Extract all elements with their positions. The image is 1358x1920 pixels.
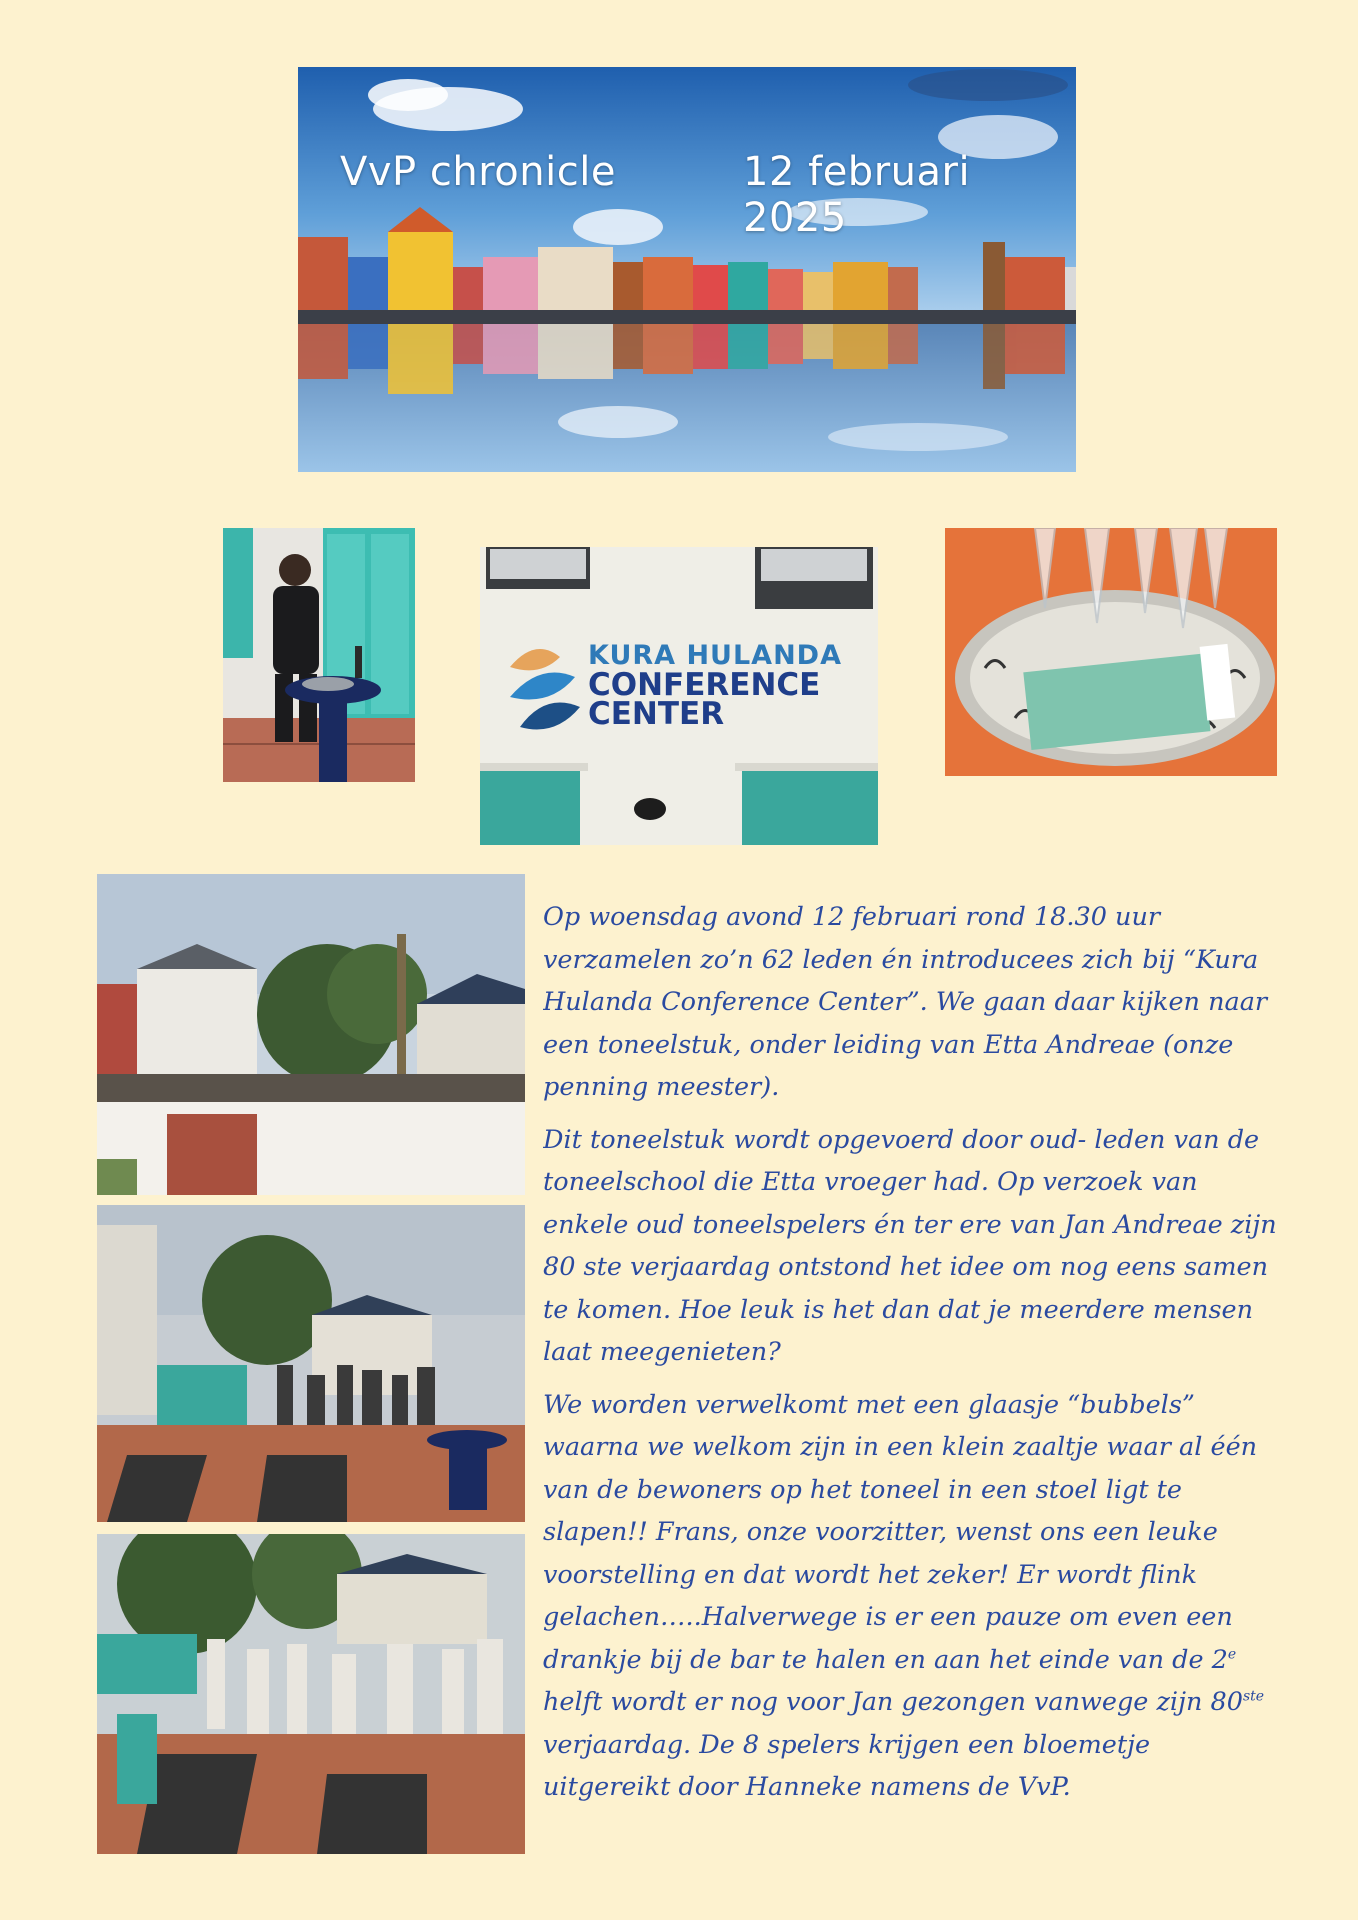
superscript-ste: ste — [1242, 1688, 1265, 1705]
article-paragraph-3-part-c: verjaardag. De 8 spelers krijgen een bloemetje uitgereikt door Hanneke namens de VvP. — [543, 1729, 1151, 1802]
curacao-waterfront-image — [298, 67, 1076, 472]
sign-line-kura-hulanda: KURA HULANDA — [588, 640, 842, 671]
article-text — [543, 896, 1283, 1819]
photo-guests-on-terrace — [97, 1534, 525, 1854]
article-paragraph-2: Dit toneelstuk wordt opgevoerd door oud- leden van de toneelschool die Etta vroeger had. Op verzoek van enkele oud toneelspelers én ter ere van Jan Andreae zijn 80 ste verjaardag ontstond het idee om nog eens samen te komen. Hoe leuk is het dan dat je meerdere mensen laat meegenieten? — [543, 1124, 1277, 1367]
photo-terrace-evening — [97, 874, 525, 1195]
header-banner — [298, 67, 1076, 472]
article-paragraph-3-part-a: We worden verwelkomt met een glaasje “bubbels” waarna we welkom zijn in een klein zaaltje waar al één van de bewoners op het toneel in een stoel ligt te slapen!! Frans, onze voorzitter, wenst ons een leuke voorstelling en dat wordt het zeker! Er wordt flink gelachen…..Halverwege is er een pauze om even een drankje bij de bar te halen en aan het einde van de 2 — [543, 1389, 1258, 1675]
superscript-e: e — [1227, 1646, 1237, 1662]
photo-guests-mingling — [97, 1205, 525, 1522]
banner-date: 12 februari 2025 — [743, 149, 971, 241]
article-paragraph-1: Op woensdag avond 12 februari rond 18.30 uur verzamelen zo’n 62 leden én introducees zich bij “Kura Hulanda Conference Center”. We gaan daar kijken naar een toneelstuk, onder leiding van Etta Andreae (onze penning meester). — [543, 902, 1268, 1102]
banner-title: VvP chronicle — [340, 149, 616, 195]
sign-line-conference: CONFERENCE — [588, 667, 821, 703]
photo-kura-hulanda-sign — [480, 547, 878, 845]
sign-line-center: CENTER — [588, 696, 725, 732]
article-paragraph-3-part-b: helft wordt er nog voor Jan gezongen vanwege zijn 80 — [543, 1687, 1243, 1717]
photo-host-pouring-drinks — [223, 528, 415, 782]
article-paragraph-3 — [543, 1384, 1283, 1809]
photo-champagne-glasses-tray — [945, 528, 1277, 776]
